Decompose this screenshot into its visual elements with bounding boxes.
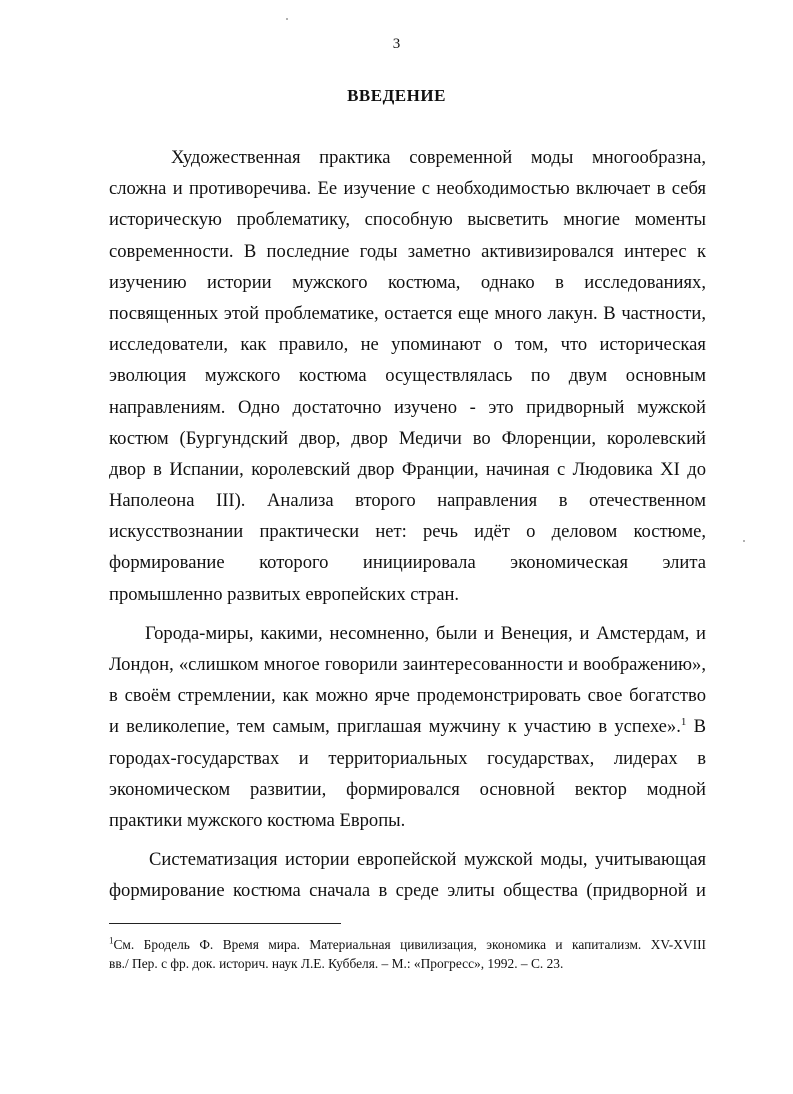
footnote-text: См. Бродель Ф. Время мира. Материальная цивилизация, экономика и капитализм. XV-XVIII [113,937,706,952]
text-line: городах-государствах и территориальных государствах, лидерах в [109,747,706,769]
body-text [109,142,706,907]
text-line: экономическом развитии, формировался основной вектор модной [109,778,706,800]
text-line: формирование костюма сначала в среде элиты общества (придворной и [109,880,706,902]
scan-speck [743,540,745,542]
text-line: формирование которого инициировала экономическая элита [109,552,706,574]
footnote-line [109,935,706,954]
text-line: направлениям. Одно достаточно изучено - это придворный мужской [109,396,706,418]
text-line: практики мужского костюма Европы. [109,809,406,831]
section-title: ВВЕДЕНИЕ [347,86,446,105]
scan-speck [286,18,288,20]
text-segment: и великолепие, тем самым, приглашая мужчину к участию в успехе». [109,716,681,738]
text-line: в своём стремлении, как можно ярче продемонстрировать свое богатство [109,685,706,707]
text-line: посвященных этой проблематике, остается еще много лакун. В частности, [109,302,706,324]
text-line: Художественная практика современной моды многообразна, [171,147,706,168]
text-line: двор в Испании, королевский двор Франции, начиная с Людовика XI до [109,458,706,480]
paragraph-2 [109,618,706,836]
text-line: современности. В последние годы заметно активизировался интерес к [109,240,706,262]
text-line: Наполеона III). Анализа второго направления в отечественном [109,490,706,512]
text-segment: В [686,716,706,738]
text-line: костюм (Бургундский двор, двор Медичи во Флоренции, королевский [109,427,706,449]
footnote-ref: 1 [680,716,687,729]
text-line: Систематизация истории европейской мужской моды, учитывающая [149,849,706,871]
text-line [109,711,706,742]
text-line: Города-миры, какими, несомненно, были и Венеция, и Амстердам, и [145,622,706,644]
text-line: промышленно развитых европейских стран. [109,583,460,605]
text-line: сложна и противоречива. Ее изучение с необходимостью включает в себя [109,178,706,200]
text-line: исследователи, как правило, не упоминают о том, что историческая [109,334,706,356]
page-number: 3 [392,36,401,52]
text-line: эволюция мужского костюма осуществлялась по двум основным [109,365,706,387]
footnote-line: вв./ Пер. с фр. док. историч. наук Л.Е. Куббеля. – М.: «Прогресс», 1992. – С. 23. [109,956,564,971]
text-line: Лондон, «слишком многое говорили заинтересованности и воображению», [109,654,706,675]
text-line: искусствознании практически нет: речь идёт о деловом костюме, [109,521,706,543]
footnote [109,935,706,973]
paragraph-1 [109,142,706,610]
paragraph-3 [109,844,706,906]
footnote-marker: 1 [109,935,114,946]
text-line: историческую проблематику, способную высветить многие моменты [109,209,706,231]
footnote-divider [109,923,341,924]
text-line: изучению истории мужского костюма, однако в исследованиях, [109,271,706,293]
